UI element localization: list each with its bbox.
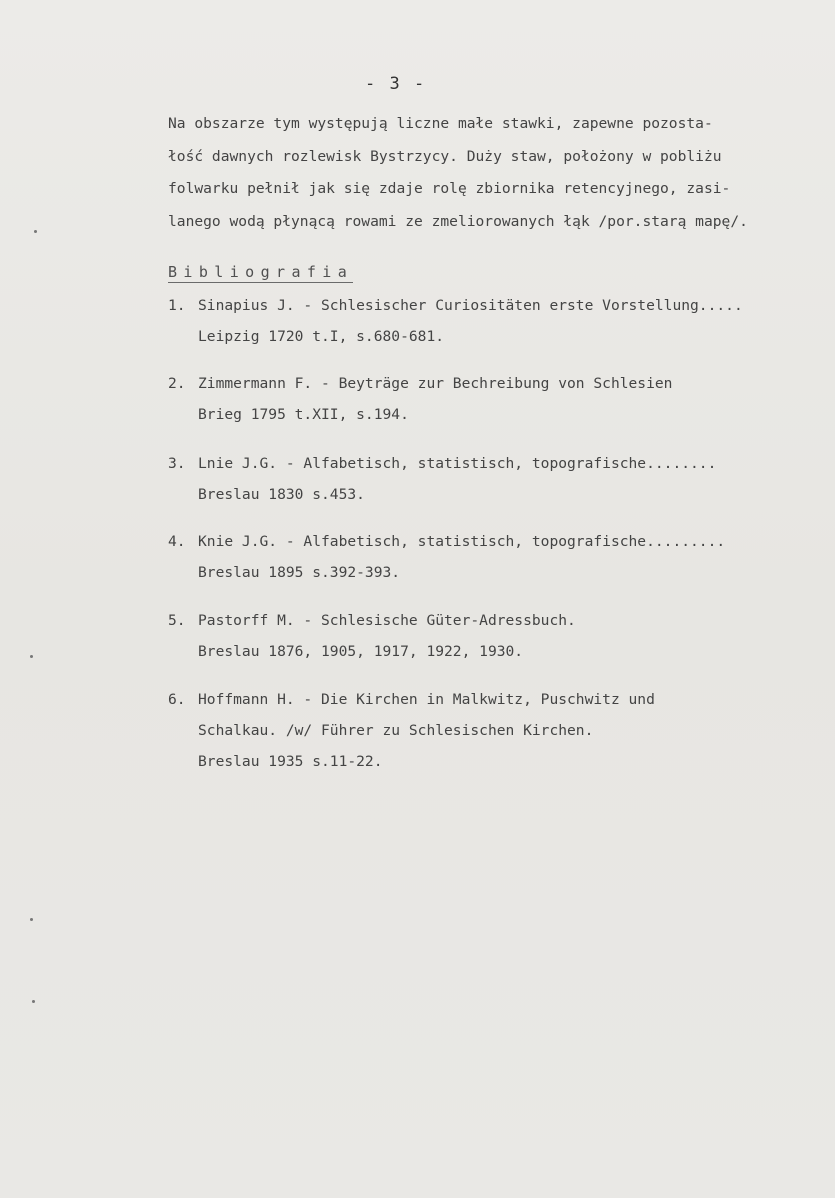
binder-hole-mark: [34, 230, 37, 233]
item-publication: Breslau 1935 s.11-22.: [198, 753, 383, 770]
item-title: Pastorff M. - Schlesische Güter-Adressbuch.: [198, 612, 576, 629]
paragraph-line: lanego wodą płynącą rowami ze zmeliorowanych łąk /por.starą mapę/.: [168, 212, 748, 230]
binder-hole-mark: [30, 918, 33, 921]
bibliography-item-6: [168, 684, 655, 777]
item-title: Hoffmann H. - Die Kirchen in Malkwitz, Puschwitz und: [198, 691, 655, 708]
item-number: 3.: [168, 455, 186, 472]
item-number: 6.: [168, 691, 186, 708]
bibliography-item-5: [168, 605, 576, 667]
item-title: Knie J.G. - Alfabetisch, statistisch, topografische.........: [198, 533, 726, 550]
intro-paragraph: [168, 108, 833, 238]
item-title: Sinapius J. - Schlesischer Curiositäten erste Vorstellung.....: [198, 297, 743, 314]
bibliography-item-3: [168, 448, 716, 510]
item-publication: Breslau 1876, 1905, 1917, 1922, 1930.: [198, 643, 524, 660]
paragraph-line: łość dawnych rozlewisk Bystrzycy. Duży staw, położony w pobliżu: [168, 147, 722, 165]
bibliography-item-1: [168, 290, 743, 352]
item-publication: Schalkau. /w/ Führer zu Schlesischen Kirchen.: [198, 722, 594, 739]
paragraph-line: folwarku pełnił jak się zdaje rolę zbiornika retencyjnego, zasi-: [168, 180, 731, 197]
item-publication: Leipzig 1720 t.I, s.680-681.: [198, 328, 445, 345]
bibliography-heading: Bibliografia: [168, 263, 354, 281]
paragraph-line: Na obszarze tym występują liczne małe stawki, zapewne pozosta-: [168, 115, 713, 132]
binder-hole-mark: [30, 655, 33, 658]
item-number: 2.: [168, 375, 186, 392]
bibliography-item-2: [168, 368, 672, 430]
item-publication: Breslau 1895 s.392-393.: [198, 564, 401, 581]
item-title: Lnie J.G. - Alfabetisch, statistisch, topografische........: [198, 455, 717, 472]
item-publication: Brieg 1795 t.XII, s.194.: [198, 406, 409, 423]
item-number: 5.: [168, 612, 186, 629]
item-title: Zimmermann F. - Beyträge zur Bechreibung von Schlesien: [198, 375, 673, 392]
binder-hole-mark: [32, 1000, 35, 1003]
item-publication: Breslau 1830 s.453.: [198, 486, 365, 503]
item-number: 1.: [168, 297, 186, 314]
bibliography-item-4: [168, 526, 725, 588]
page-number: - 3 -: [365, 74, 427, 94]
item-number: 4.: [168, 533, 186, 550]
